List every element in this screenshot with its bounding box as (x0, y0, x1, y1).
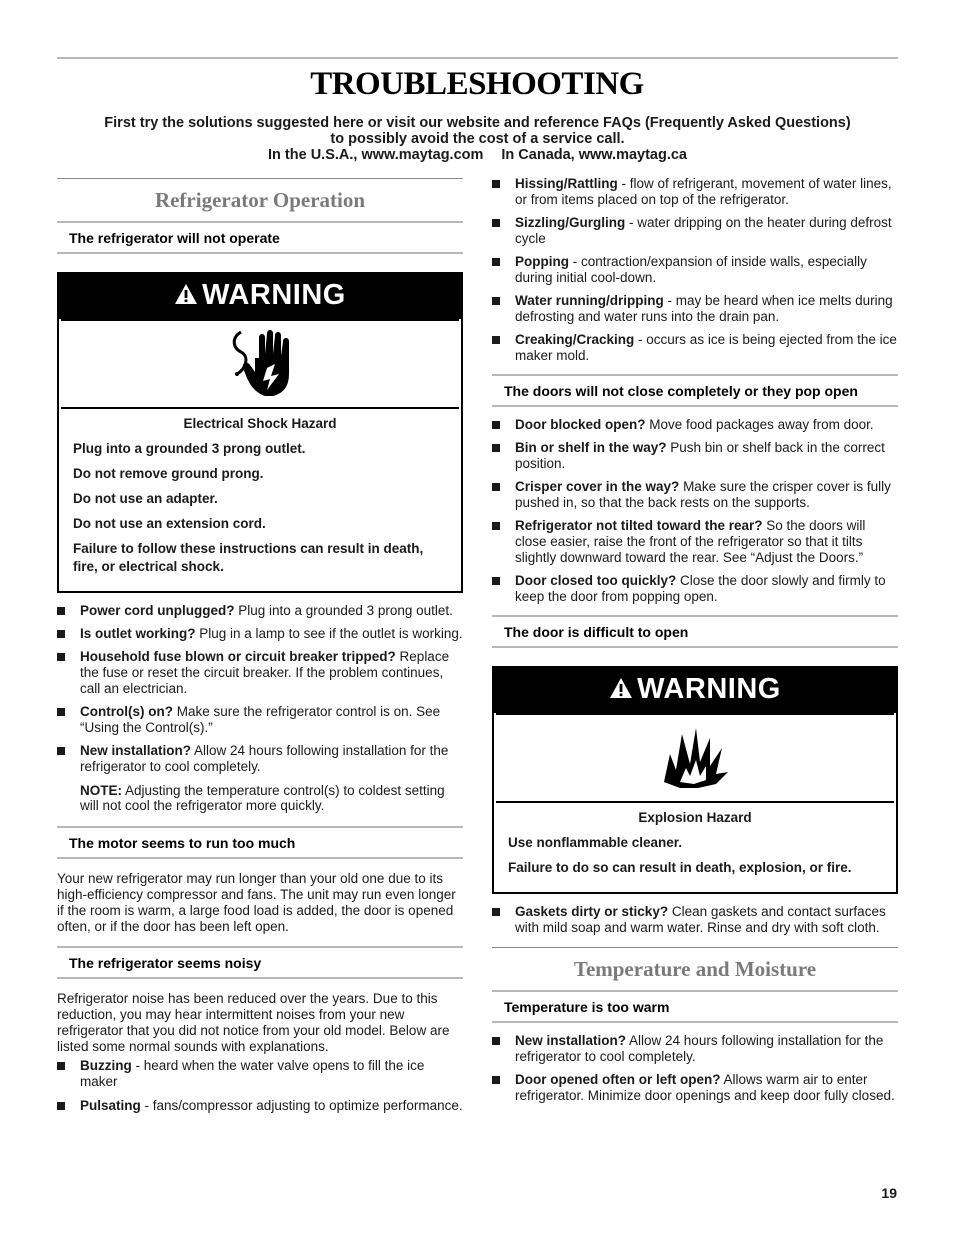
warning-line: Do not use an extension cord. (73, 515, 266, 531)
list-item: Water running/dripping - may be heard when ice melts during defrosting and water runs into the drain pan. (492, 293, 898, 325)
bullet-list-noise (57, 1058, 463, 1113)
paragraph-motor: Your new refrigerator may run longer than your old one due to its high-efficiency compressor and fans. The unit may run even longer if the room is warm, a large food load is added, the door is opened often, or if the door has been left open. (57, 871, 456, 934)
explosion-icon (496, 713, 894, 803)
list-item: Creaking/Cracking - occurs as ice is being ejected from the ice maker mold. (492, 332, 898, 364)
warning-label: WARNING (637, 672, 781, 705)
warning-line: Do not use an adapter. (73, 490, 218, 506)
list-item: New installation? Allow 24 hours following installation for the refrigerator to cool completely. (492, 1033, 898, 1065)
warning-triangle-icon (609, 674, 633, 707)
warning-triangle-icon (174, 280, 198, 313)
intro-websites (57, 147, 898, 163)
hazard-title: Explosion Hazard (638, 809, 752, 825)
hazard-title: Electrical Shock Hazard (183, 415, 337, 431)
list-item: New installation? Allow 24 hours following installation for the refrigerator to cool completely. (57, 743, 463, 775)
warning-line: Do not remove ground prong. (73, 465, 264, 481)
bullet-list-too-warm (492, 1033, 898, 1104)
subhead-motor-runs: The motor seems to run too much (57, 826, 463, 859)
electrical-shock-icon (61, 319, 459, 409)
section-temperature-moisture (492, 947, 898, 992)
paragraph-noise: Refrigerator noise has been reduced over the years. Due to this reduction, you may hear intermittent noises from your new refrigerator that you did not notice from your old model. Below are listed some normal sounds with explanations. (57, 991, 450, 1054)
warning-text (59, 409, 461, 591)
list-item: Hissing/Rattling - flow of refrigerant, movement of water lines, or from items placed on top of the refrigerator. (492, 176, 898, 208)
page-title: TROUBLESHOOTING (310, 66, 644, 102)
list-item: Household fuse blown or circuit breaker tripped? Replace the fuse or reset the circuit breaker. If the problem continues, call an electrician. (57, 649, 463, 696)
warning-text (494, 803, 896, 892)
warning-box-electrical (57, 272, 463, 593)
top-rule (57, 57, 898, 59)
warning-line: Failure to do so can result in death, explosion, or fire. (508, 859, 852, 875)
warning-line: Use nonflammable cleaner. (508, 834, 683, 850)
warning-box-explosion (492, 666, 898, 894)
subhead-door-difficult: The door is difficult to open (492, 615, 898, 648)
list-item: Bin or shelf in the way? Push bin or shelf back in the correct position. (492, 440, 898, 472)
list-item: Door closed too quickly? Close the door slowly and firmly to keep the door from popping open. (492, 573, 898, 605)
subhead-doors-not-close: The doors will not close completely or they pop open (492, 374, 898, 407)
bullet-list-noise-continued (492, 176, 898, 364)
right-column (492, 176, 898, 1112)
subhead-noisy: The refrigerator seems noisy (57, 946, 463, 979)
bullet-list-will-not-operate (57, 603, 463, 775)
canada-website[interactable]: In Canada, www.maytag.ca (501, 147, 687, 163)
list-item: Is outlet working? Plug in a lamp to see if the outlet is working. (57, 626, 463, 642)
list-item: Power cord unplugged? Plug into a grounded 3 prong outlet. (57, 603, 463, 619)
list-item: Popping - contraction/expansion of inside walls, especially during initial cool-down. (492, 254, 898, 286)
intro (57, 115, 898, 163)
warning-bar (59, 274, 461, 319)
list-item: Door opened often or left open? Allows warm air to enter refrigerator. Minimize door openings and keep door fully closed. (492, 1072, 898, 1104)
usa-website[interactable]: In the U.S.A., www.maytag.com (268, 147, 484, 163)
list-item: Door blocked open? Move food packages away from door. (492, 417, 898, 433)
warning-line: Failure to follow these instructions can result in death, fire, or electrical shock. (73, 540, 424, 574)
list-item: Refrigerator not tilted toward the rear? So the doors will close easier, raise the front of the refrigerator so that it tilts slightly downward toward the rear. See “Adjust the Doors.” (492, 518, 898, 565)
note: NOTE: Adjusting the temperature control(s) to coldest setting will not cool the refrigerator more quickly. (80, 782, 445, 814)
intro-line-2: to possibly avoid the cost of a service call. (330, 131, 625, 147)
left-column (57, 178, 463, 1121)
intro-line-1: First try the solutions suggested here or visit our website and reference FAQs (Frequently Asked Questions) (104, 115, 851, 131)
warning-bar (494, 668, 896, 713)
page-number: 19 (881, 1185, 897, 1201)
list-item: Control(s) on? Make sure the refrigerator control is on. See “Using the Control(s).” (57, 704, 463, 736)
list-item: Gaskets dirty or sticky? Clean gaskets and contact surfaces with mild soap and warm water. Rinse and dry with soft cloth. (492, 904, 898, 936)
bullet-list-gaskets (492, 904, 898, 936)
warning-label: WARNING (202, 279, 346, 311)
subhead-will-not-operate: The refrigerator will not operate (57, 223, 463, 254)
list-item: Sizzling/Gurgling - water dripping on the heater during defrost cycle (492, 215, 898, 247)
bullet-list-doors (492, 417, 898, 605)
section-refrigerator-operation (57, 178, 463, 223)
warning-line: Plug into a grounded 3 prong outlet. (73, 440, 306, 456)
list-item: Pulsating - fans/compressor adjusting to optimize performance. (57, 1098, 463, 1114)
subhead-too-warm: Temperature is too warm (492, 992, 898, 1023)
section-title: Refrigerator Operation (154, 188, 366, 212)
section-title: Temperature and Moisture (573, 957, 817, 982)
list-item: Crisper cover in the way? Make sure the crisper cover is fully pushed in, so that the back rests on the supports. (492, 479, 898, 511)
list-item: Buzzing - heard when the water valve opens to fill the ice maker (57, 1058, 463, 1090)
